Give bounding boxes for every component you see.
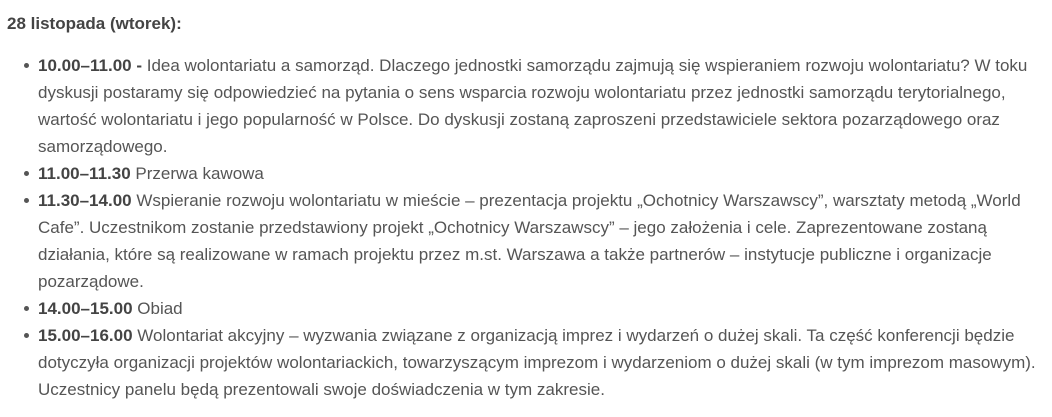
list-item [38, 295, 1038, 322]
list-item [38, 52, 1038, 160]
list-item [38, 322, 1038, 403]
item-description: Idea wolontariatu a samorząd. Dlaczego jednostki samorządu zajmują się wspieraniem rozwoju wolontariatu? W toku dyskusji postaramy się odpowiedzieć na pytania o sens wsparcia rozwoju wolontariatu przez jednostki samorządu terytorialnego, wartość wolontariatu i jego popularność w Polsce. Do dyskusji zostaną zaproszeni przedstawiciele sektora pozarządowego oraz samorządowego. [38, 56, 1028, 156]
schedule-list [7, 52, 1038, 403]
bullet-icon [24, 198, 29, 203]
time-range: 11.00–11.30 [38, 164, 136, 183]
bullet-icon [24, 333, 29, 338]
list-item [38, 160, 1038, 187]
item-description: Obiad [137, 299, 183, 318]
item-description: Wolontariat akcyjny – wyzwania związane z organizacją imprez i wydarzeń o dużej skali. Ta część konferencji będzie dotyczyła organizacji projektów wolontariackich, towarzyszącym imprezom i wydarzeniom o dużej skali (w tym imprezom masowym). Uczestnicy panelu będą prezentowali swoje doświadczenia w tym zakresie. [38, 326, 1036, 399]
time-range: 15.00–16.00 [38, 326, 138, 345]
bullet-icon [24, 63, 29, 68]
item-description: Wspieranie rozwoju wolontariatu w mieście – prezentacja projektu „Ochotnicy Warszawscy”, warsztaty metodą „World Cafe”. Uczestnikom zostanie przedstawiony projekt „Ochotnicy Warszawscy” – jego założenia i cele. Zaprezentowane zostaną działania, które są realizowane w ramach projektu przez m.st. Warszawa a także partnerów – instytucje publiczne i organizacje pozarządowe. [38, 191, 1021, 291]
day-heading: 28 listopada (wtorek): [7, 14, 182, 33]
bullet-icon [24, 171, 29, 176]
item-description: Przerwa kawowa [135, 164, 264, 183]
list-item [38, 187, 1038, 295]
bullet-icon [24, 306, 29, 311]
time-range: 10.00–11.00 - [38, 56, 147, 75]
time-range: 14.00–15.00 [38, 299, 138, 318]
time-range: 11.30–14.00 [38, 191, 137, 210]
